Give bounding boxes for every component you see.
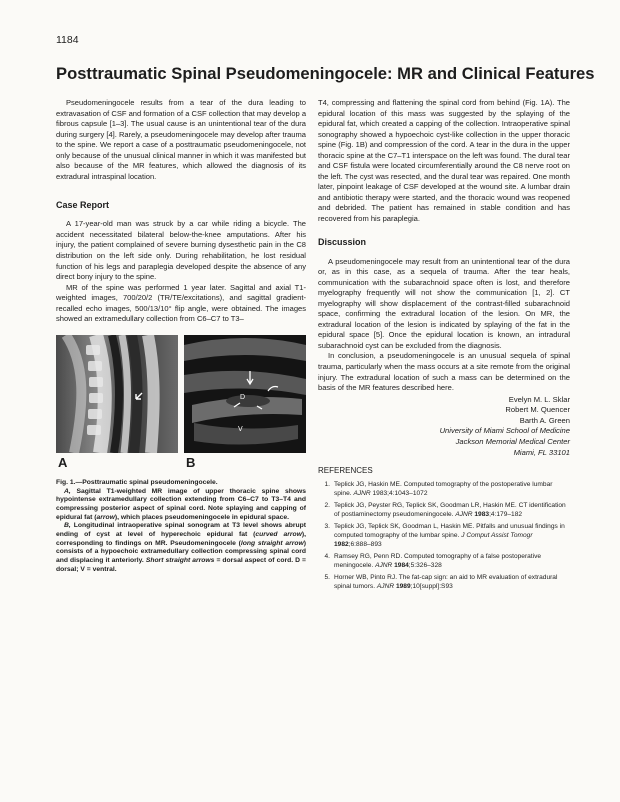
reference-item: 2. Teplick JG, Peyster RG, Teplick SK, Goodman LR, Haskin ME. CT identification of postlaminectomy pseudomeningocele. AJNR 1983;4:179–182 xyxy=(324,502,566,519)
figure-label-a: A xyxy=(58,454,68,470)
author-name: Barth A. Green xyxy=(519,415,570,425)
case-report-continuation: T4, compressing and flattening the spinal cord from behind (Fig. 1A). The epidural location of this mass was suggested by the splaying of the epidural fat, which created a capping of the collection. Intraoperative spinal sonography showed a hypoechoic cyst-like collection in the upper thoracic spine (Fig. 1B) and compression of the cord. A tear in the dura in the upper thoracic spine at the C7–T1 interspace on the left was found. The dural tear and CSF fistula were located circumferentially around the C8 nerve root on the left. The cyst was resected, and the dural tear was repaired. One month later, pinpoint leakage of CSF developed at the wound site. A lumbar drain and antibiotic therapy were started, and the thoracic wound was reopened and debrided. The patient has remained in stable condition and has recovered from his paraplegia. xyxy=(318,98,570,224)
references-list xyxy=(318,481,570,592)
figure-label-b: B xyxy=(186,454,196,470)
reference-item: 3. Teplick JG, Teplick SK, Goodman L, Haskin ME. Pitfalls and unusual findings in computed tomography of the lumbar spine. J Comput Assist Tomogr 1982;6:888–893 xyxy=(324,523,565,549)
author-affiliation: University of Miami School of Medicine xyxy=(439,426,570,436)
reference-item: 1. Teplick JG, Haskin ME. Computed tomography of the postoperative lumbar spine. AJNR 1983;4:1043–1072 xyxy=(324,481,553,498)
left-column xyxy=(56,98,306,575)
page-number: 1184 xyxy=(56,34,79,46)
article-title: Posttraumatic Spinal Pseudomeningocele: MR and Clinical Features xyxy=(56,64,595,83)
discussion-paragraph-2: In conclusion, a pseudomeningocele is an unusual sequela of spinal trauma, particularly when the mass occurs at a site remote from the original injury. The extradural location of such a mass can be determined on the basis of the MR features described here. xyxy=(318,351,570,393)
author-affiliation: Jackson Memorial Medical Center xyxy=(455,437,570,447)
figure-caption xyxy=(56,479,306,575)
sonogram-label-d: D xyxy=(240,393,246,401)
caption-a: A, Sagittal T1-weighted MR image of upper thoracic spine shows hypointense extramedullary collection extending from C6–C7 to T3–T4 and compressing posterior aspect of spinal cord. Note splaying and capping of epidural fat (arrow), which places pseudomeningocele in epidural space. xyxy=(56,487,306,521)
case-report-paragraph-1: A 17-year-old man was struck by a car while riding a bicycle. The accident necessitated bilateral below-the-knee amputations. After his injury, the patient complained of severe burning dysesthetic pain in the C8 distribution on the left side only. During rehabilitation, he lost residual function of his legs and paraplegia developed despite the absence of any direct bony injury to the spine. xyxy=(56,219,306,282)
sagittal-mr-image xyxy=(56,335,178,453)
mr-image-panel xyxy=(56,335,178,453)
figure-labels xyxy=(56,455,306,473)
author-name: Evelyn M. L. Sklar xyxy=(508,394,570,404)
intro-paragraph: Pseudomeningocele results from a tear of the dura leading to extravasation of CSF and formation of a CSF collection that may develop a fibrous capsule [1–3]. The usual cause is an unintentional tear of the dura during surgery [4]. Rarely, a pseudomeningocele may develop after trauma to the spine. We report a case of a posttraumatic pseudomeningocele, not only because of the unusual clinical manner in which it was manifested but also because of the MR features, which allowed the diagnosis of its extradural intraspinal location. xyxy=(56,98,307,181)
case-report-paragraph-2: MR of the spine was performed 1 year later. Sagittal and axial T1-weighted images, 700/20/2 (TR/TE/excitations), and sagittal gradient-recalled echo images, 500/13/10° flip angle, were obtained. The images showed an extramedullary collection from C6–C7 to T3– xyxy=(56,282,306,324)
discussion-paragraph-1: A pseudomeningocele may result from an unintentional tear of the dura or, as in this case, as a sequela of trauma. After the tear heals, communication with the subarachnoid space often is lost, and therefore myelography frequently will not show the communication [1, 2]. CT myelography will show displacement of the contrast-filled subarachnoid space, confirming the extradural location of the lesion. On MR, the extradural location of the lesion is indicated by splaying of the fat in the epidural space [5]. Once the epidural location is known, an intradural subarachnoid cyst can be excluded from the diagnosis. xyxy=(318,256,570,350)
reference-item: 5. Horner WB, Pinto RJ. The fat-cap sign: an aid to MR evaluation of extradural spinal tumors. AJNR 1989;10[suppl]:S93 xyxy=(324,574,558,591)
sonogram-label-v: V xyxy=(238,425,243,433)
author-name: Robert M. Quencer xyxy=(505,405,570,415)
reference-item: 4. Ramsey RG, Penn RD. Computed tomography of a false postoperative meningocele. AJNR 1984;5:326–328 xyxy=(324,553,542,570)
author-block xyxy=(318,395,570,459)
references-heading: REFERENCES xyxy=(318,466,373,476)
author-affiliation: Miami, FL 33101 xyxy=(513,447,570,457)
intraoperative-sonogram xyxy=(184,335,306,453)
discussion-heading: Discussion xyxy=(318,236,367,247)
case-report-heading: Case Report xyxy=(56,200,110,211)
figure-panels xyxy=(56,335,306,453)
caption-b: B, Longitudinal intraoperative spinal sonogram at T3 level shows abrupt ending of cyst at level of hyperechoic epidural fat (curved arrow), corresponding to findings on MR. Pseudomeningocele (long straight arrow) consists of a hypoechoic extramedullary collection compressing spinal cord and displacing it anteriorly. Short straight arrows = dorsal aspect of cord. D = dorsal; V = ventral. xyxy=(56,522,306,573)
sonogram-panel xyxy=(184,335,306,453)
caption-title: Fig. 1.—Posttraumatic spinal pseudomeningocele. xyxy=(56,478,218,486)
right-column xyxy=(318,98,570,595)
